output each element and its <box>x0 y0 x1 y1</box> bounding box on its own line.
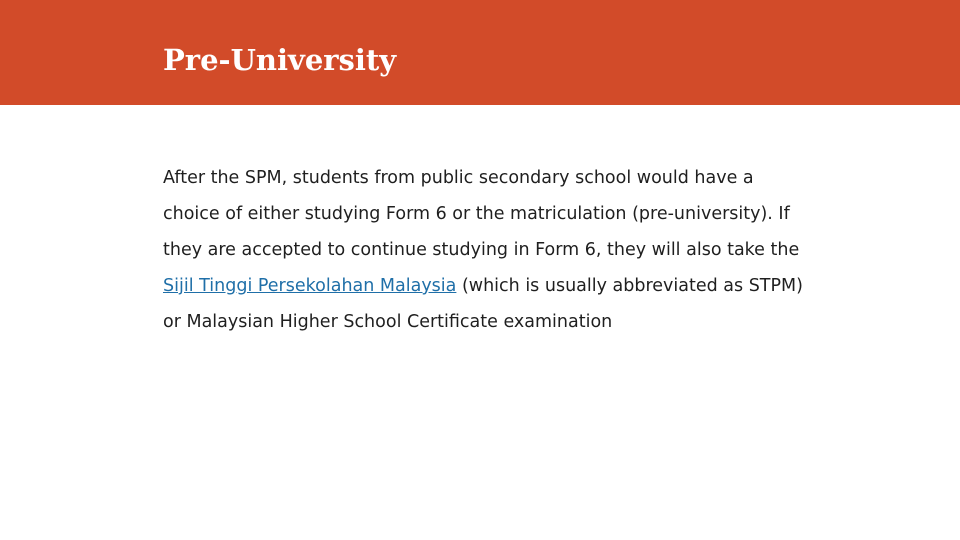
body-line-1: After the SPM, students from public secondary school would have a <box>163 168 754 188</box>
body-line-2: choice of either studying Form 6 or the matriculation (pre-university). If <box>163 204 790 224</box>
body-line-5: or Malaysian Higher School Certificate examination <box>163 312 613 332</box>
body-line-4 <box>163 268 823 304</box>
body-line-4-text: (which is usually abbreviated as STPM) <box>456 276 803 296</box>
title-bar <box>0 0 960 105</box>
slide-title: Pre-University <box>163 43 397 77</box>
body-line-3: they are accepted to continue studying in Form 6, they will also take the <box>163 240 800 260</box>
body-paragraph <box>163 160 823 340</box>
stpm-link[interactable]: Sijil Tinggi Persekolahan Malaysia <box>163 276 457 296</box>
